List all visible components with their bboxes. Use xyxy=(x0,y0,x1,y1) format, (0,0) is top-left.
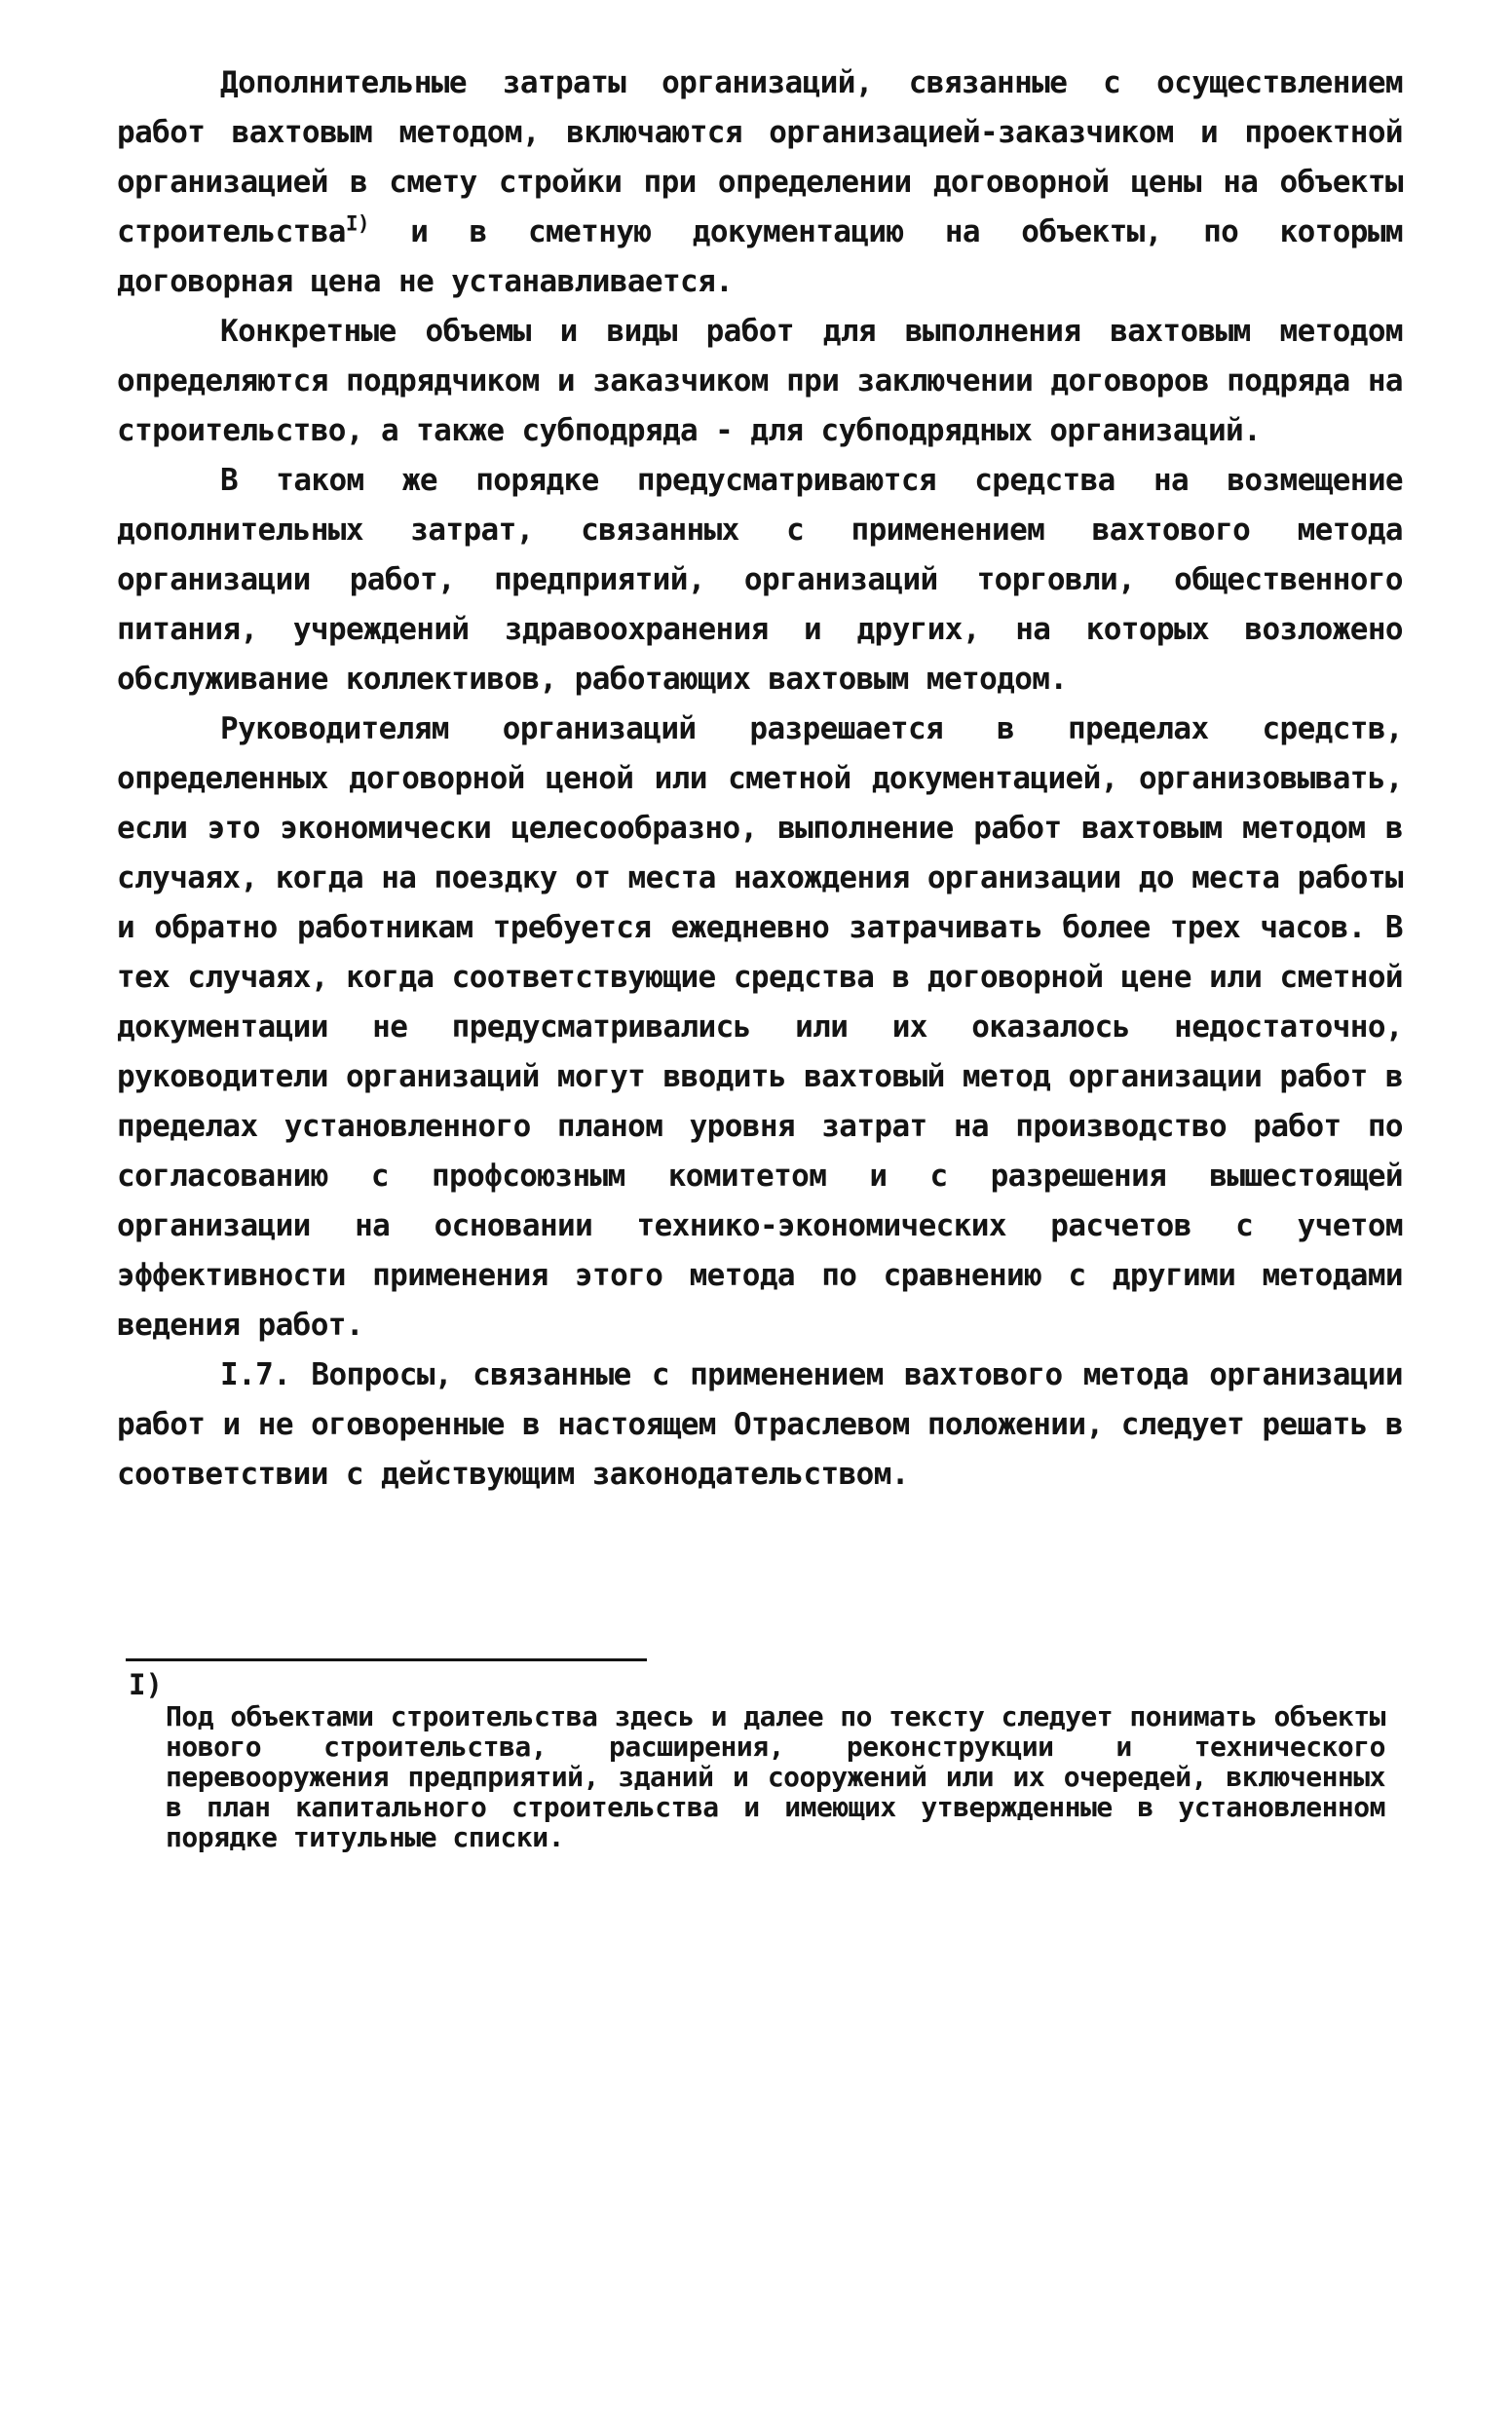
document-body xyxy=(117,58,1403,1500)
footnote-text: Под объектами строительства здесь и далее по тексту следует понимать объекты нового строительства, расширения, реконструкции и технического перевооружения предприятий, зданий и сооружений или их очередей, включенных в план капитального строительства и имеющих утвержденные в установленном порядке титульные списки. xyxy=(166,1700,1385,1853)
footnote xyxy=(129,1668,1385,1852)
footnote-label: I) xyxy=(129,1668,163,1701)
paragraph-compensation: В таком же порядке предусматриваются средства на возмещение дополнительных затрат, связанных с применением вахтового метода организации работ, предприятий, организаций торговли, общественного питания, учреждений здравоохранения и других, на которых возложено обслуживание коллективов, работающих вахтовым методом. xyxy=(117,463,1403,697)
footnote-divider xyxy=(126,1658,647,1661)
paragraph-work-volumes: Конкретные объемы и виды работ для выполнения вахтовым методом определяются подрядчиком и заказчиком при заключении договоров подряда на строительство, а также субподряда - для субподрядных организаций. xyxy=(117,314,1403,448)
paragraph-text: Дополнительные затраты организаций, связанные с осуществлением работ вахтовым методом, включаются организацией-заказчиком и проектной организацией в смету стройки при определении договорной цены на объекты строительства xyxy=(117,65,1403,249)
paragraph-managers-permission: Руководителям организаций разрешается в пределах средств, определенных договорной ценой или сметной документацией, организовывать, если это экономически целесообразно, выполнение работ вахтовым методом в случаях, когда на поездку от места нахождения организации до места работы и обратно работникам требуется ежедневно затрачивать более трех часов. В тех случаях, когда соответствующие средства в договорной цене или сметной документации не предусматривались или их оказалось недостаточно, руководители организаций могут вводить вахтовый метод организации работ в пределах установленного планом уровня затрат на производство работ по согласованию с профсоюзным комитетом и с разрешения вышестоящей организации на основании технико-экономических расчетов с учетом эффективности применения этого метода по сравнению с другими методами ведения работ. xyxy=(117,711,1403,1343)
paragraph-additional-costs xyxy=(117,58,1403,307)
footnote-reference: I) xyxy=(345,211,369,236)
paragraph-section-1-7: I.7. Вопросы, связанные с применением вахтового метода организации работ и не оговоренные в настоящем Отраслевом положении, следует решать в соответствии с действующим законодательством. xyxy=(117,1357,1403,1492)
paragraph-text: и в сметную документацию на объекты, по которым договорная цена не устанавливается. xyxy=(117,214,1403,299)
